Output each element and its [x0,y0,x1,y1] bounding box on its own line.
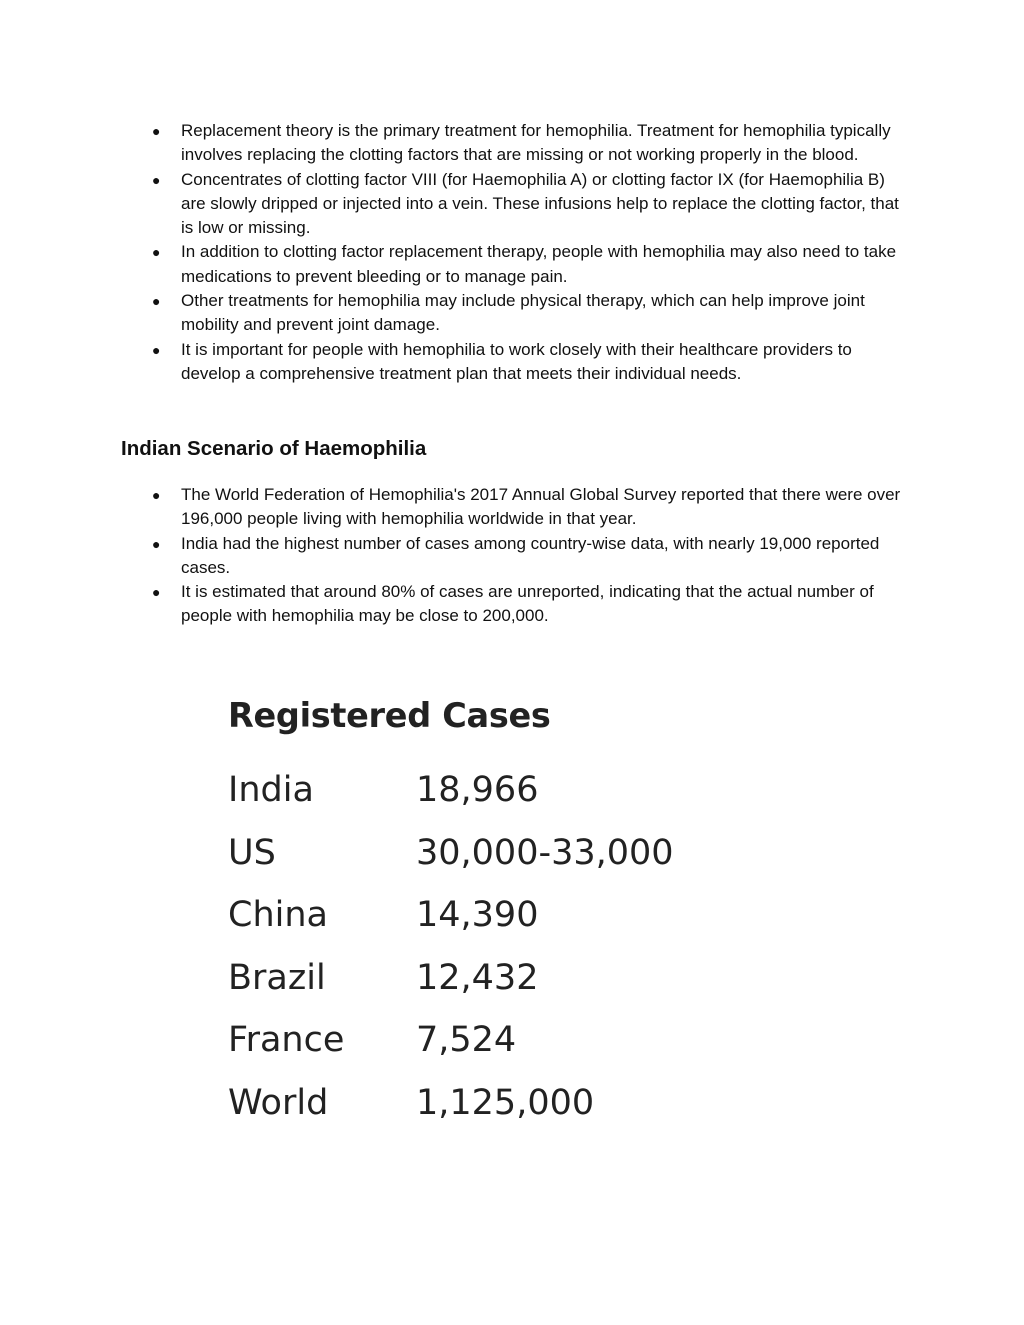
treatment-bullet-list [152,119,912,386]
table-row [228,759,674,822]
cases-cell: 7,524 [416,1020,517,1061]
table-row [228,884,674,947]
list-item [152,338,912,387]
list-item [152,240,912,289]
list-item-text: India had the highest number of cases among country-wise data, with nearly 19,000 reported cases. [181,533,880,577]
cases-cell: 18,966 [416,770,539,810]
list-item [152,532,912,581]
list-item [152,168,912,241]
section-heading: Indian Scenario of Haemophilia [121,437,427,460]
list-item-text: The World Federation of Hemophilia's 2017 Annual Global Survey reported that there were over 196,000 people living with hemophilia worldwide in that year. [181,485,901,529]
registered-cases-table [228,759,674,1135]
country-cell: France [228,1020,345,1061]
cases-cell: 1,125,000 [416,1082,595,1123]
bullet-icon: ● [152,584,161,601]
bullet-icon: ● [152,487,161,503]
table-row [228,947,674,1010]
cases-cell: 14,390 [416,895,539,936]
country-cell: World [228,1082,329,1123]
bullet-icon: ● [152,171,161,188]
scenario-bullet-list [152,483,912,629]
list-item-text: In addition to clotting factor replacement therapy, people with hemophilia may also need to take medications to prevent bleeding or to manage pain. [181,242,897,286]
table-row [228,1009,674,1072]
list-item [152,119,912,168]
country-cell: India [228,770,314,810]
list-item-text: It is important for people with hemophilia to work closely with their healthcare providers to develop a comprehensive treatment plan that meets their individual needs. [181,339,852,383]
bullet-icon: ● [152,535,161,552]
list-item-text: Other treatments for hemophilia may include physical therapy, which can help improve joint mobility and prevent joint damage. [181,291,865,335]
list-item-text: Concentrates of clotting factor VIII (for Haemophilia A) or clotting factor IX (for Haemophilia B) are slowly dripped or injected into a vein. These infusions help to replace the clotting factor, that is low or missing. [181,169,899,238]
list-item-text: Replacement theory is the primary treatment for hemophilia. Treatment for hemophilia typically involves replacing the clotting factors that are missing or not working properly in the blood. [181,121,891,165]
cases-cell: 12,432 [416,957,539,998]
list-item [152,289,912,338]
country-cell: Brazil [228,957,326,998]
bullet-icon: ● [152,293,161,310]
bullet-icon: ● [152,244,161,261]
list-item-text: It is estimated that around 80% of cases are unreported, indicating that the actual number of people with hemophilia may be close to 200,000. [181,582,874,626]
table-row [228,822,674,885]
registered-cases-title: Registered Cases [228,696,551,735]
cases-cell: 30,000-33,000 [416,832,674,873]
registered-cases-figure [228,690,788,1135]
country-cell: US [228,832,276,873]
table-row [228,1072,674,1135]
bullet-icon: ● [152,123,161,139]
country-cell: China [228,895,328,936]
list-item [152,580,912,629]
list-item [152,483,912,532]
bullet-icon: ● [152,341,161,358]
